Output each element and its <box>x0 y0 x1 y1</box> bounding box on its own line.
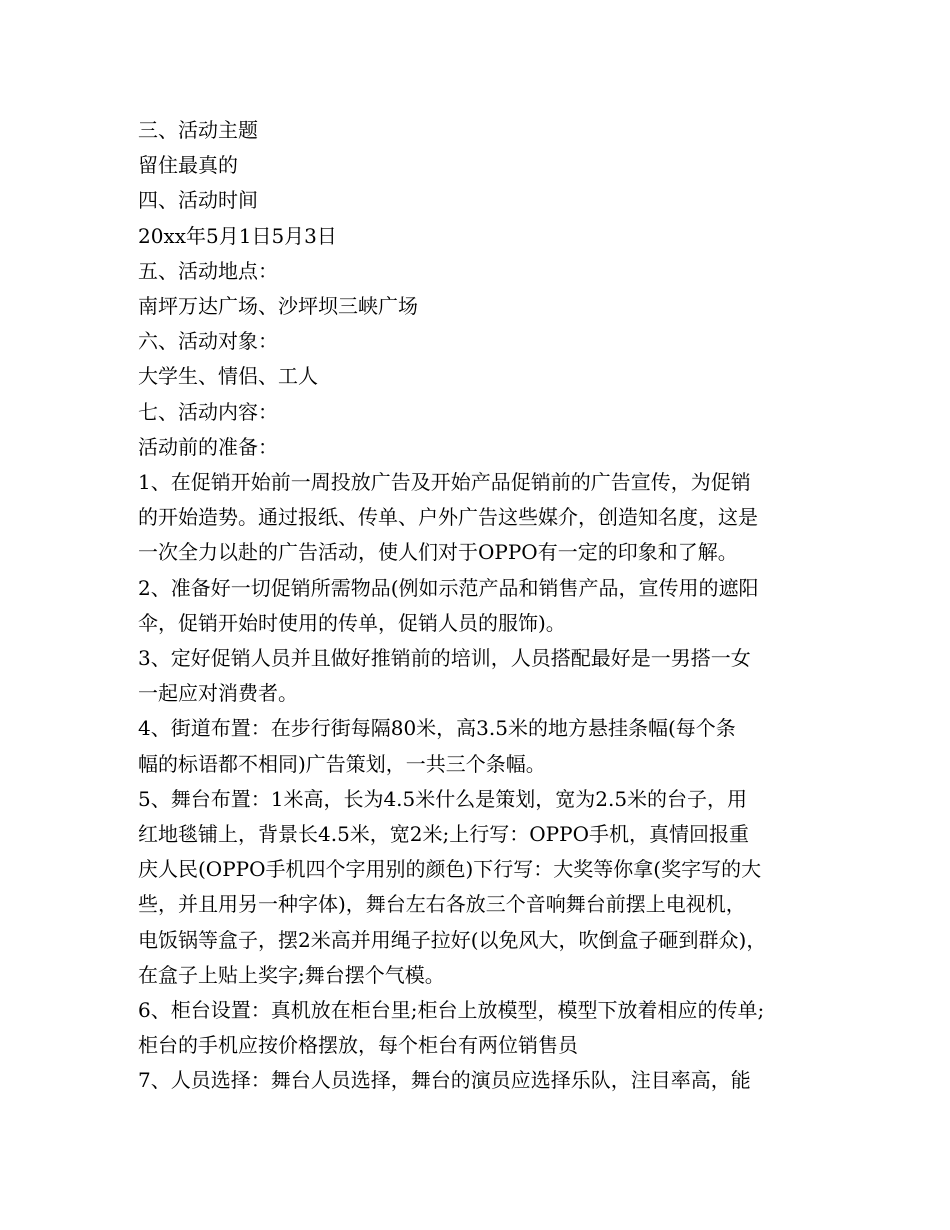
theme-text: 留住最真的 <box>138 153 238 178</box>
item-6-line-1: 6、柜台设置：真机放在柜台里;柜台上放模型，模型下放着相应的传单; <box>138 998 765 1023</box>
item-2-line-2: 伞，促销开始时使用的传单，促销人员的服饰)。 <box>138 610 566 635</box>
item-5-line-5: 电饭锅等盒子，摆2米高并用绳子拉好(以免风大，吹倒盒子砸到群众)， <box>138 927 767 952</box>
item-5-line-4: 些，并且用另一种字体)，舞台左右各放三个音响舞台前摆上电视机， <box>138 892 746 917</box>
subheading-preparation: 活动前的准备： <box>138 434 278 459</box>
section-heading-content: 七、活动内容： <box>138 399 278 424</box>
item-5-line-2: 红地毯铺上，背景长4.5米，宽2米;上行写：OPPO手机，真情回报重 <box>138 822 749 847</box>
item-6-line-2: 柜台的手机应按价格摆放，每个柜台有两位销售员 <box>138 1033 578 1058</box>
item-4-line-1: 4、街道布置：在步行街每隔80米，高3.5米的地方悬挂条幅(每个条 <box>138 716 736 741</box>
item-2-line-1: 2、准备好一切促销所需物品(例如示范产品和销售产品，宣传用的遮阳 <box>138 575 759 600</box>
item-5-line-1: 5、舞台布置：1米高，长为4.5米什么是策划，宽为2.5米的台子，用 <box>138 786 748 811</box>
item-7-line-1: 7、人员选择：舞台人员选择，舞台的演员应选择乐队，注目率高，能 <box>138 1068 751 1093</box>
audience-text: 大学生、情侣、工人 <box>138 364 318 389</box>
document-body <box>138 113 828 1099</box>
section-heading-audience: 六、活动对象： <box>138 329 278 354</box>
location-text: 南坪万达广场、沙坪坝三峡广场 <box>138 294 418 319</box>
section-heading-theme: 三、活动主题 <box>138 118 258 142</box>
item-1-line-1: 1、在促销开始前一周投放广告及开始产品促销前的广告宣传，为促销 <box>138 470 751 495</box>
item-3-line-2: 一起应对消费者。 <box>138 681 298 706</box>
item-1-line-3: 一次全力以赴的广告活动，使人们对于OPPO有一定的印象和了解。 <box>138 540 738 565</box>
item-3-line-1: 3、定好促销人员并且做好推销前的培训，人员搭配最好是一男搭一女 <box>138 646 751 671</box>
section-heading-time: 四、活动时间 <box>138 188 258 213</box>
item-5-line-6: 在盒子上贴上奖字;舞台摆个气模。 <box>138 962 445 987</box>
item-4-line-2: 幅的标语都不相同)广告策划，一共三个条幅。 <box>138 751 546 776</box>
time-text: 20xx年5月1日5月3日 <box>138 223 337 248</box>
item-5-line-3: 庆人民(OPPO手机四个字用别的颜色)下行写：大奖等你拿(奖字写的大 <box>138 857 762 882</box>
section-heading-location: 五、活动地点： <box>138 258 278 283</box>
item-1-line-2: 的开始造势。通过报纸、传单、户外广告这些媒介，创造知名度，这是 <box>138 505 758 530</box>
